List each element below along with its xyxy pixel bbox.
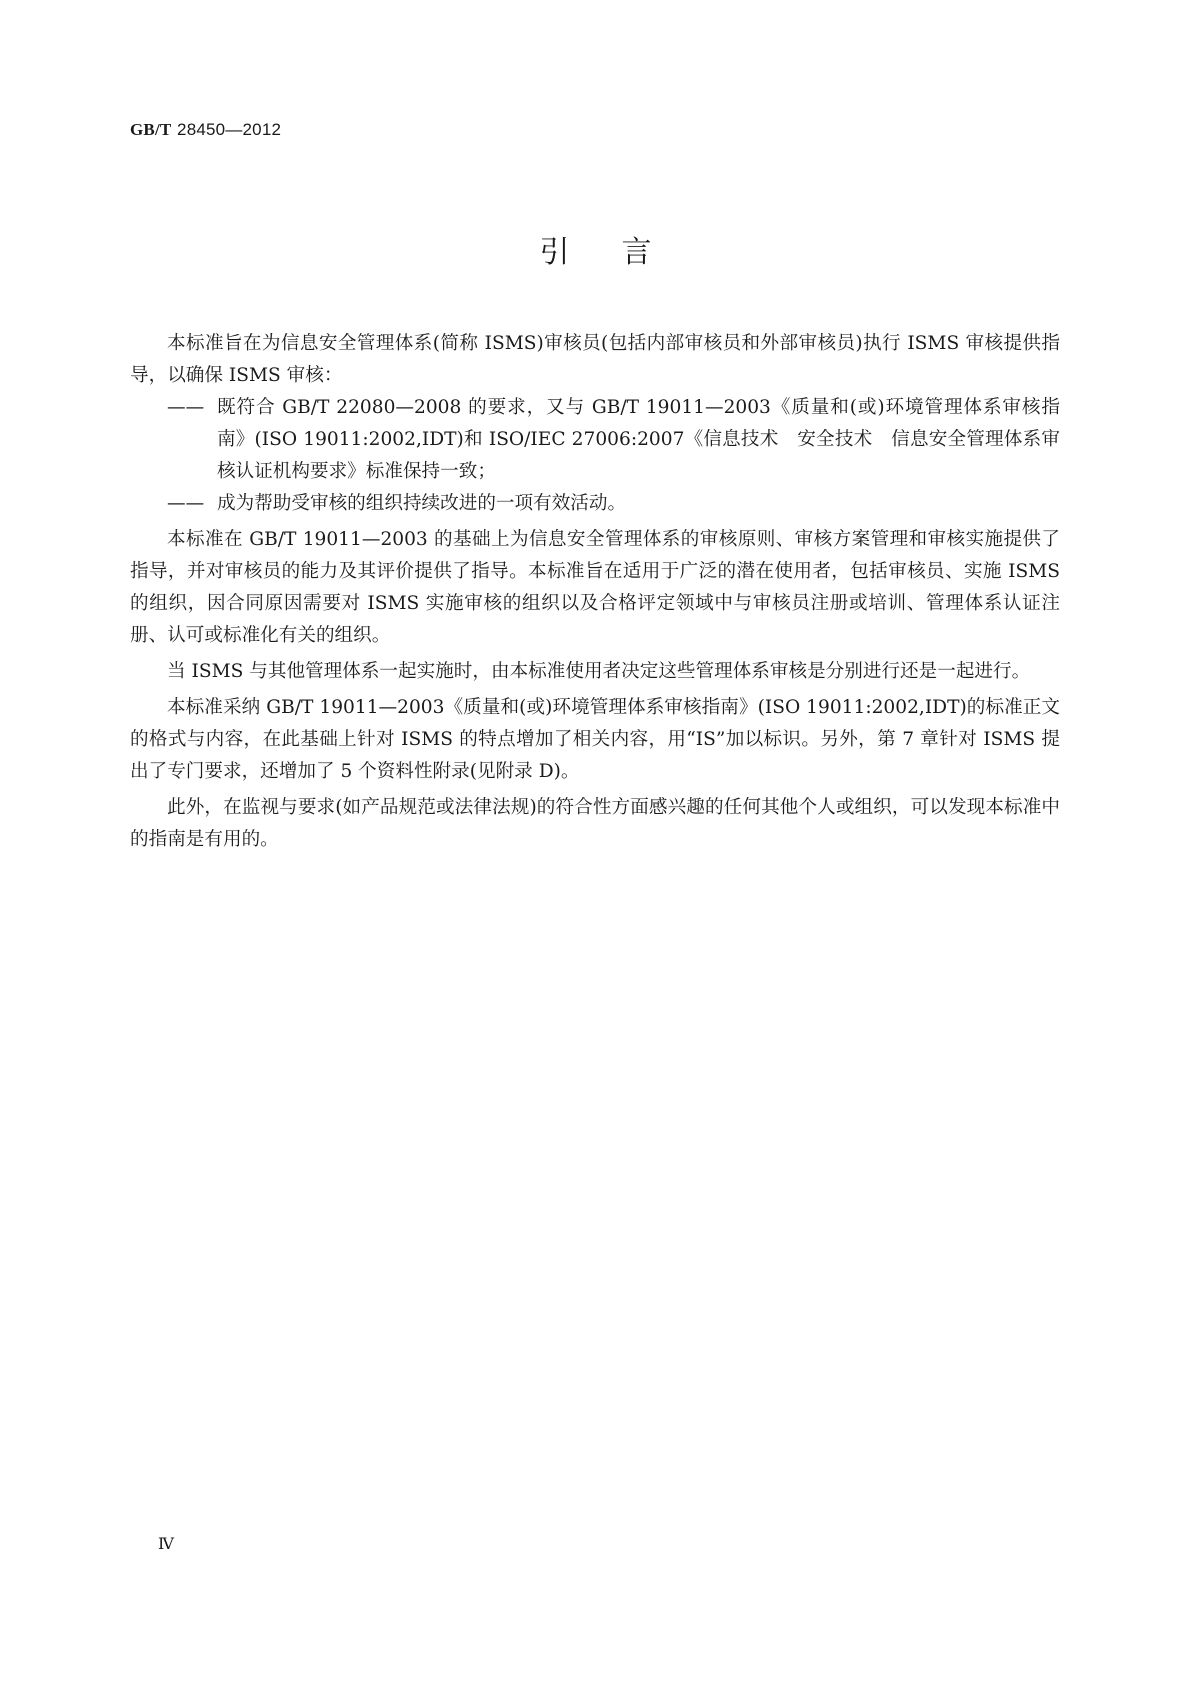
list-item (130, 392, 1060, 488)
introduction-body (130, 328, 1060, 856)
list-dash-marker: —— (167, 493, 205, 514)
standard-number: 28450—2012 (177, 120, 282, 139)
list-dash-marker: —— (167, 397, 205, 418)
paragraph-other-users: 此外，在监视与要求(如产品规范或法律法规)的符合性方面感兴趣的任何其他个人或组织，可以发现本标准中的指南是有用的。 (130, 797, 1060, 850)
paragraph-scope: 本标准在 GB/T 19011—2003 的基础上为信息安全管理体系的审核原则、审核方案管理和审核实施提供了指导，并对审核员的能力及其评价提供了指导。本标准旨在适用于广泛的潜在使用者，包括审核员、实施 ISMS 的组织，因合同原因需要对 ISMS 实施审核的组织以及合格评定领域中与审核员注册或培训、管理体系认证注册、认可或标准化有关的组织。 (130, 529, 1060, 646)
list-item (130, 488, 1060, 520)
paragraph-adoption: 本标准采纳 GB/T 19011—2003《质量和(或)环境管理体系审核指南》(ISO 19011:2002,IDT)的标准正文的格式与内容，在此基础上针对 ISMS 的特点增加了相关内容，用“IS”加以标识。另外，第 7 章针对 ISMS 提出了专门要求，还增加了 5 个资料性附录(见附录 D)。 (130, 697, 1060, 782)
paragraph-integration: 当 ISMS 与其他管理体系一起实施时，由本标准使用者决定这些管理体系审核是分别进行还是一起进行。 (167, 661, 1031, 682)
page-number: Ⅳ (158, 1536, 174, 1553)
page-title: 引言 (539, 235, 704, 270)
paragraph-purpose: 本标准旨在为信息安全管理体系(简称 ISMS)审核员(包括内部审核员和外部审核员)执行 ISMS 审核提供指导，以确保 ISMS 审核： (130, 333, 1060, 386)
list-item-text: 既符合 GB/T 22080—2008 的要求，又与 GB/T 19011—2003《质量和(或)环境管理体系审核指南》(ISO 19011:2002,IDT)和 ISO/IEC 27006:2007《信息技术 安全技术 信息安全管理体系审核认证机构要求》标准保持一致； (217, 397, 1060, 482)
list-item-text: 成为帮助受审核的组织持续改进的一项有效活动。 (217, 493, 627, 514)
standard-number-header (130, 120, 281, 140)
standard-prefix: GB/T (130, 120, 172, 139)
